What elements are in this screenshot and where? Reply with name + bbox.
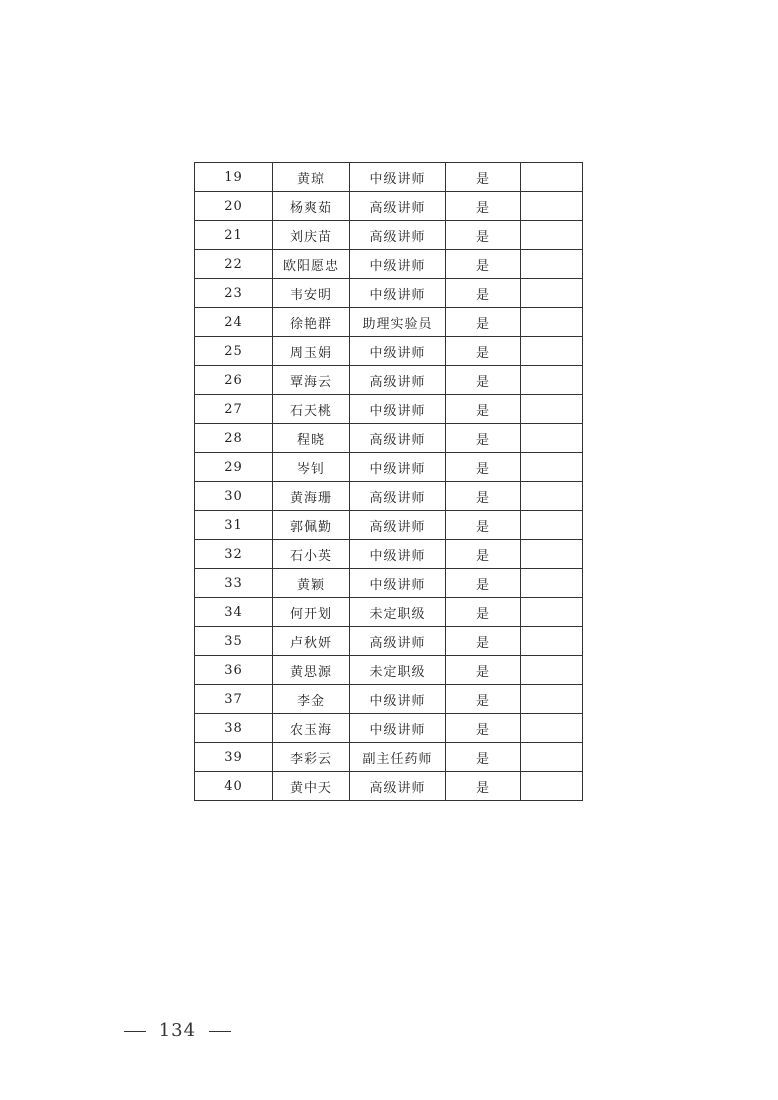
title-cell: 未定职级 (350, 656, 446, 685)
title-cell: 高级讲师 (350, 366, 446, 395)
flag-cell: 是 (446, 656, 521, 685)
table-row (195, 424, 583, 453)
note-cell (521, 395, 583, 424)
page-footer (118, 1020, 237, 1041)
flag-cell: 是 (446, 685, 521, 714)
row-number-cell: 29 (195, 453, 273, 482)
title-cell: 中级讲师 (350, 453, 446, 482)
title-cell: 中级讲师 (350, 163, 446, 192)
name-cell: 程晓 (273, 424, 350, 453)
note-cell (521, 714, 583, 743)
title-cell: 高级讲师 (350, 221, 446, 250)
note-cell (521, 540, 583, 569)
row-number-cell: 31 (195, 511, 273, 540)
title-cell: 中级讲师 (350, 250, 446, 279)
name-cell: 黄海珊 (273, 482, 350, 511)
name-cell: 郭佩勤 (273, 511, 350, 540)
row-number-cell: 20 (195, 192, 273, 221)
table-row (195, 714, 583, 743)
flag-cell: 是 (446, 714, 521, 743)
row-number-cell: 39 (195, 743, 273, 772)
name-cell: 岑钊 (273, 453, 350, 482)
flag-cell: 是 (446, 221, 521, 250)
row-number-cell: 34 (195, 598, 273, 627)
name-cell: 农玉海 (273, 714, 350, 743)
table-row (195, 453, 583, 482)
name-cell: 石小英 (273, 540, 350, 569)
flag-cell: 是 (446, 192, 521, 221)
name-cell: 刘庆苗 (273, 221, 350, 250)
flag-cell: 是 (446, 627, 521, 656)
table-row (195, 192, 583, 221)
title-cell: 未定职级 (350, 598, 446, 627)
note-cell (521, 250, 583, 279)
name-cell: 黄思源 (273, 656, 350, 685)
name-cell: 覃海云 (273, 366, 350, 395)
title-cell: 中级讲师 (350, 540, 446, 569)
name-cell: 周玉娟 (273, 337, 350, 366)
table-row (195, 656, 583, 685)
note-cell (521, 656, 583, 685)
row-number-cell: 22 (195, 250, 273, 279)
note-cell (521, 221, 583, 250)
flag-cell: 是 (446, 424, 521, 453)
row-number-cell: 24 (195, 308, 273, 337)
row-number-cell: 35 (195, 627, 273, 656)
table-row (195, 598, 583, 627)
note-cell (521, 366, 583, 395)
footer-dash-right (209, 1031, 231, 1032)
footer-dash-left (124, 1031, 146, 1032)
row-number-cell: 40 (195, 772, 273, 801)
name-cell: 黄中天 (273, 772, 350, 801)
row-number-cell: 37 (195, 685, 273, 714)
note-cell (521, 598, 583, 627)
flag-cell: 是 (446, 569, 521, 598)
table-row (195, 221, 583, 250)
name-cell: 李彩云 (273, 743, 350, 772)
flag-cell: 是 (446, 308, 521, 337)
title-cell: 高级讲师 (350, 627, 446, 656)
title-cell: 助理实验员 (350, 308, 446, 337)
note-cell (521, 163, 583, 192)
table-row (195, 163, 583, 192)
note-cell (521, 192, 583, 221)
flag-cell: 是 (446, 337, 521, 366)
flag-cell: 是 (446, 279, 521, 308)
table-row (195, 395, 583, 424)
roster-table-body (195, 163, 583, 801)
name-cell: 杨爽茹 (273, 192, 350, 221)
table-row (195, 250, 583, 279)
name-cell: 黄颖 (273, 569, 350, 598)
table-row (195, 569, 583, 598)
row-number-cell: 19 (195, 163, 273, 192)
title-cell: 高级讲师 (350, 511, 446, 540)
title-cell: 高级讲师 (350, 772, 446, 801)
name-cell: 黄琼 (273, 163, 350, 192)
title-cell: 高级讲师 (350, 482, 446, 511)
title-cell: 高级讲师 (350, 424, 446, 453)
note-cell (521, 424, 583, 453)
table-row (195, 540, 583, 569)
row-number-cell: 25 (195, 337, 273, 366)
name-cell: 石天桃 (273, 395, 350, 424)
name-cell: 徐艳群 (273, 308, 350, 337)
flag-cell: 是 (446, 482, 521, 511)
flag-cell: 是 (446, 250, 521, 279)
title-cell: 中级讲师 (350, 395, 446, 424)
note-cell (521, 569, 583, 598)
table-row (195, 743, 583, 772)
title-cell: 中级讲师 (350, 337, 446, 366)
note-cell (521, 337, 583, 366)
flag-cell: 是 (446, 743, 521, 772)
note-cell (521, 511, 583, 540)
table-row (195, 366, 583, 395)
note-cell (521, 685, 583, 714)
flag-cell: 是 (446, 540, 521, 569)
table-row (195, 337, 583, 366)
row-number-cell: 36 (195, 656, 273, 685)
flag-cell: 是 (446, 453, 521, 482)
table-row (195, 772, 583, 801)
row-number-cell: 21 (195, 221, 273, 250)
note-cell (521, 772, 583, 801)
row-number-cell: 30 (195, 482, 273, 511)
title-cell: 中级讲师 (350, 569, 446, 598)
note-cell (521, 627, 583, 656)
note-cell (521, 743, 583, 772)
table-row (195, 511, 583, 540)
name-cell: 欧阳愿忠 (273, 250, 350, 279)
row-number-cell: 32 (195, 540, 273, 569)
name-cell: 何开划 (273, 598, 350, 627)
flag-cell: 是 (446, 366, 521, 395)
table-row (195, 627, 583, 656)
table-row (195, 308, 583, 337)
row-number-cell: 28 (195, 424, 273, 453)
flag-cell: 是 (446, 511, 521, 540)
note-cell (521, 482, 583, 511)
row-number-cell: 23 (195, 279, 273, 308)
title-cell: 高级讲师 (350, 192, 446, 221)
flag-cell: 是 (446, 598, 521, 627)
name-cell: 李金 (273, 685, 350, 714)
note-cell (521, 453, 583, 482)
name-cell: 卢秋妍 (273, 627, 350, 656)
title-cell: 中级讲师 (350, 279, 446, 308)
title-cell: 中级讲师 (350, 714, 446, 743)
row-number-cell: 33 (195, 569, 273, 598)
name-cell: 韦安明 (273, 279, 350, 308)
flag-cell: 是 (446, 395, 521, 424)
title-cell: 副主任药师 (350, 743, 446, 772)
roster-table (194, 162, 583, 801)
flag-cell: 是 (446, 163, 521, 192)
table-row (195, 482, 583, 511)
table-row (195, 279, 583, 308)
table-row (195, 685, 583, 714)
title-cell: 中级讲师 (350, 685, 446, 714)
row-number-cell: 38 (195, 714, 273, 743)
note-cell (521, 279, 583, 308)
row-number-cell: 26 (195, 366, 273, 395)
row-number-cell: 27 (195, 395, 273, 424)
flag-cell: 是 (446, 772, 521, 801)
note-cell (521, 308, 583, 337)
page-number: 134 (158, 1020, 197, 1041)
